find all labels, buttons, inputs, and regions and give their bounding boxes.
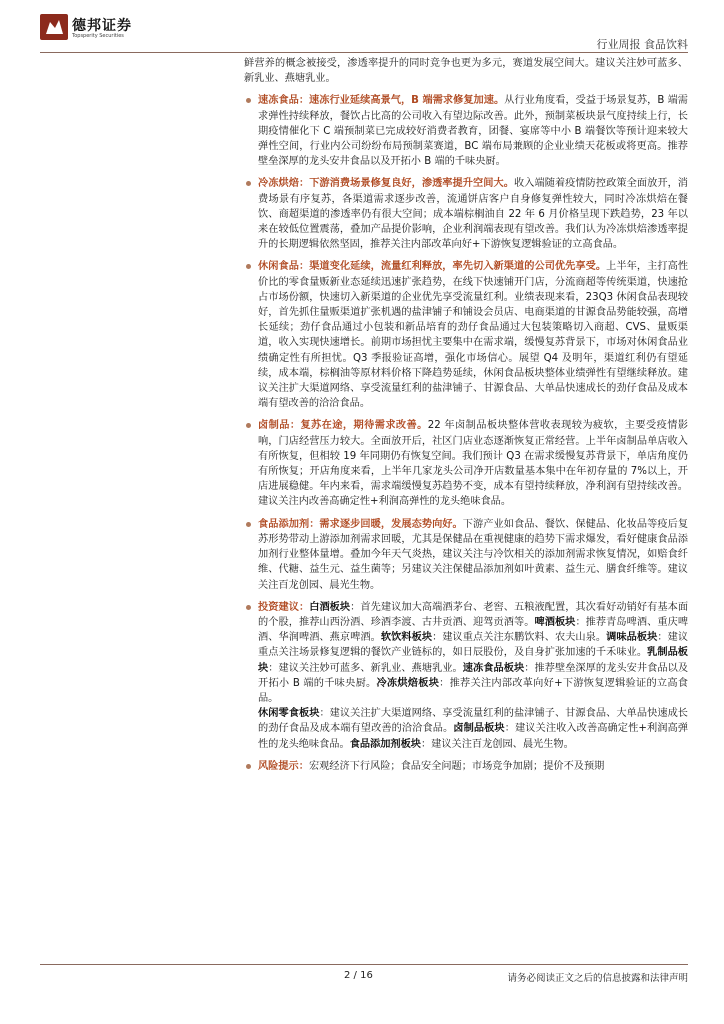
section-body: 收入端随着疫情防控政策全面放开，消费场景有序复苏，各渠道需求逐步改善，流通饼店客户自身修复弹性较大，同时冷冻烘焙在餐饮、商超渠道的渗透率仍有很大空间；成本端棕榈油自 22 年 6 月价格呈现下跌趋势，23 年以来在较低位置震荡，叠加产品提价影响，企业利润端表现有望改善。我们认为冷冻烘焙渗透率提升的长期逻辑依然坚固，推荐关注内部改革向好+下游恢复逻辑验证的立高食品。 xyxy=(258,178,688,251)
lead-paragraph: 鲜营养的概念被接受，渗透率提升的同时竞争也更为多元，赛道发展空间大。建议关注妙可蓝多、新乳业、燕塘乳业。 xyxy=(244,58,688,85)
bullet-icon xyxy=(246,764,251,769)
page-number: 2 / 16 xyxy=(344,970,373,981)
sector-label: 速冻食品板块 xyxy=(462,662,525,674)
section-title: 冷冻烘焙：下游消费场景修复良好，渗透率提升空间大。 xyxy=(258,178,514,190)
bullet-icon xyxy=(246,423,251,428)
sector-text: ：建议关注收入改善高确定性+利润高弹性的龙头绝味食品。 xyxy=(258,723,689,750)
bullet-icon xyxy=(246,605,251,610)
section-body: 宏观经济下行风险；食品安全问题；市场竞争加剧；提价不及预期 xyxy=(308,760,605,772)
sector-label: 食品添加剂板块 xyxy=(349,738,421,750)
sector-text: ：推荐青岛啤酒、重庆啤酒、华润啤酒、燕京啤酒。 xyxy=(258,616,689,644)
sector-text: ：首先建议加大高端酒茅台、老窖、五粮液配置，其次看好动销好有基本面的个股，推荐山西汾酒、珍酒李渡、古井贡酒、迎驾贡酒等。 xyxy=(258,601,689,628)
section-risk-warning xyxy=(244,759,688,774)
sector-label: 软饮料板块 xyxy=(380,632,433,644)
bullet-icon xyxy=(246,522,251,527)
footer-disclaimer: 请务必阅读正文之后的信息披露和法律声明 xyxy=(507,973,688,984)
bullet-icon xyxy=(246,181,251,186)
logo-subtext: Topsperity Securities xyxy=(72,33,124,39)
footer-divider xyxy=(40,964,688,965)
section-body: 上半年，主打高性价比的零食量贩新业态延续迅速扩张趋势，在线下快速铺开门店，分流商超等传统渠道，快速抢占市场份额，快速切入新渠道的企业优先享受流量红利。业绩表现来看，23Q3 休闲食品表现较好，首先抓住量贩渠道扩张机遇的盐津铺子和铺设会员店、电商渠道的甘源食品势能较强，高增长延续；劲仔食品通过小包装和新品培育的劲仔食品通过大包装策略切入商超、CVS、量贩渠道，收入实现快速增长。前期市场担忧主要集中在需求端，缓慢复苏背景下，市场对休闲食品业绩确定性有所担忧。Q3 季报验证高增，强化市场信心。展望 Q4 及明年，渠道红利仍有望延续，成本端，棕榈油等原材料价格下降趋势延续，休闲食品板块整体业绩弹性有望继续释放。建议关注扩大渠道网络、享受流量红利的盐津铺子、甘源食品、大单品快速成长的劲仔食品及成本端有望改善的洽洽食品。 xyxy=(258,261,689,410)
section-body: 22 年卤制品板块整体营收表现较为疲软，主要受疫情影响，门店经营压力较大。全面放开后，社区门店业态逐渐恢复正常经营。上半年卤制品单店收入有所恢复，但相较 19 年同期仍有恢复空间。我们预计 Q3 在需求缓慢复苏背景下，单店角度仍有所恢复；开店角度来看，上半年几家龙头公司净开店数量基本集中在年初存量的 7%以上，开店进展稳健。年内来看，需求端缓慢复苏趋势不变，成本有望持续释放，净利润有望持续改善。建议关注内改善高确定性+利润高弹性的龙头绝味食品。 xyxy=(258,420,688,508)
sector-text: ：建议重点关注东鹏饮料、农夫山泉。 xyxy=(432,632,607,644)
sector-text: ：建议关注百龙创园、晨光生物。 xyxy=(421,738,574,750)
section-title: 食品添加剂：需求逐步回暖，发展态势向好。 xyxy=(258,518,463,530)
section-title: 速冻食品：速冻行业延续高景气，B 端需求修复加速。 xyxy=(258,95,505,107)
section-title: 投资建议： xyxy=(258,601,310,613)
sector-text: ：推荐壁垒深厚的龙头安井食品以及开拓小 B 端的千味央厨。 xyxy=(258,662,689,689)
section-body: 下游产业如食品、餐饮、保健品、化妆品等疫后复苏形势带动上游添加剂需求回暖，尤其是保健品在重视健康的趋势下需求爆发，看好健康食品添加剂行业整体量增。叠加今年天气炎热，建议关注与冷饮相关的添加剂需求恢复情况，如赔食纤维、代糖、益生元、益生菌等；另建议关注保健品添加剂如叶黄素、益生元、膳食纤维等。建议关注百龙创园、晨光生物。 xyxy=(258,518,689,591)
sector-label: 休闲零食板块 xyxy=(258,708,320,720)
sector-label: 白酒板块 xyxy=(309,601,351,613)
sector-text: ：建议重点关注场景修复逻辑的餐饮产业链标的，如日辰股份，及自身扩张加速的千禾味业。 xyxy=(258,632,689,659)
section-food-additives xyxy=(244,517,688,593)
report-body xyxy=(244,56,688,781)
logo-icon xyxy=(40,14,68,40)
section-body: 从行业角度看，受益于场景复苏，B 端需求弹性持续释放，餐饮占比高的公司收入有望边际改善。此外，预制菜板块景气度持续上行，长期疫情催化下 C 端预制菜已完成较好消费者教育，团餐、宴席等中小 B 端餐饮等预计迎来较大弹性空间，行业内公司纷纷布局预制菜赛道，BC 端布局兼顾的企业业绩天花板或将更高。推荐壁垒深厚的龙头安井食品以及开拓小 B 端的千味央厨。 xyxy=(258,95,688,168)
sector-label: 冷冻烘焙板块 xyxy=(376,677,440,689)
sector-label: 啤酒板块 xyxy=(534,616,576,628)
section-frozen-food xyxy=(244,93,688,169)
section-braised-food xyxy=(244,418,688,509)
sector-text: ：推荐关注内部改革向好+下游恢复逻辑验证的立高食品。 xyxy=(258,677,688,704)
bullet-icon xyxy=(246,264,251,269)
bullet-icon xyxy=(246,98,251,103)
section-title: 卤制品：复苏在途，期待需求改善。 xyxy=(258,420,428,432)
sector-text: ：建议关注扩大渠道网络、享受流量红利的盐津铺子、甘源食品、大单品快速成长的劲仔食品及成本端有望改善的洽洽食品。 xyxy=(258,708,688,735)
header-divider xyxy=(40,52,688,53)
section-snack-food xyxy=(244,259,688,411)
section-title: 风险提示： xyxy=(258,760,309,772)
sector-label: 乳制品板块 xyxy=(258,647,688,674)
report-category: 行业周报 食品饮料 xyxy=(596,38,688,51)
sector-label: 调味品板块 xyxy=(606,632,658,644)
sector-text: ：建议关注妙可蓝多、新乳业、燕塘乳业。 xyxy=(268,662,463,674)
section-frozen-baking xyxy=(244,176,688,252)
section-title: 休闲食品：渠道变化延续，流量红利释放，率先切入新渠道的公司优先享受。 xyxy=(258,261,607,273)
section-investment-advice xyxy=(244,600,688,752)
logo-text: 德邦证券 xyxy=(72,18,132,34)
sector-label: 卤制品板块 xyxy=(453,723,505,735)
page-header xyxy=(40,14,688,54)
